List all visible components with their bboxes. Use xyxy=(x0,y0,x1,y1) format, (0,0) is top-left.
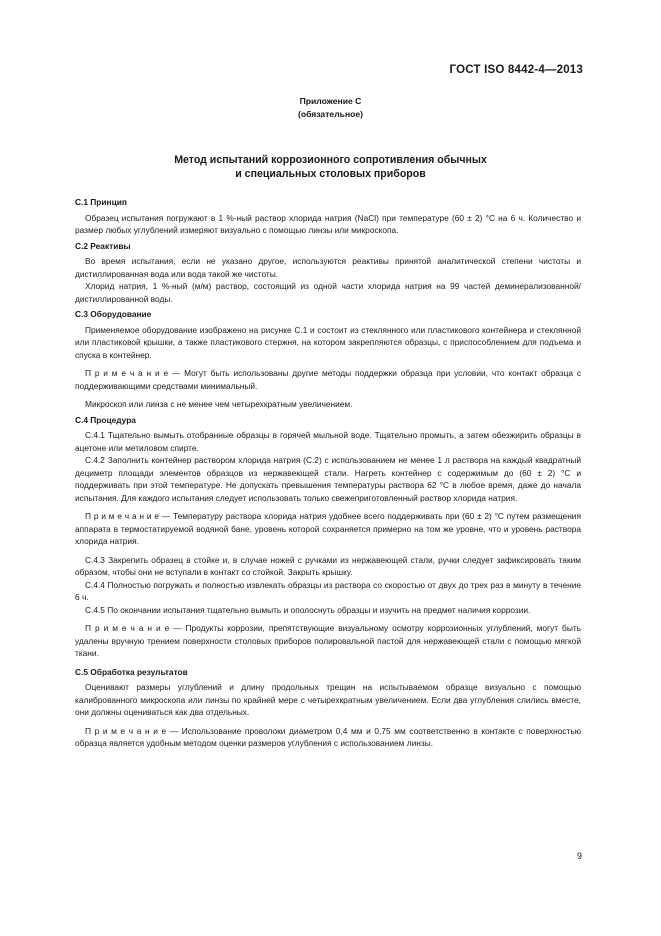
note-paragraph: П р и м е ч а н и е — Использование проволоки диаметром 0,4 мм и 0,75 мм соответственно в контакте с поверхностью образца является удобным методом оценки размеров углубления с использованием линзы. xyxy=(75,725,581,748)
section-heading: С.1 Принцип xyxy=(75,197,127,207)
section-heading: С.3 Оборудование xyxy=(75,309,152,319)
paragraph: Во время испытания, если не указано другое, используются реактивы принятой аналитической степени чистоты и дистиллированная вода или вода такой же чистоты. xyxy=(75,256,581,279)
paragraph: Образец испытания погружают в 1 %-ный раствор хлорида натрия (NaCl) при температуре (60 ± 2) °С на 6 ч. Количество и размер любых углублений измеряют визуально с помощью линзы или микроскопа. xyxy=(75,212,581,235)
section-heading: С.4 Процедура xyxy=(75,414,136,425)
appendix-block xyxy=(0,95,661,121)
page-number: 9 xyxy=(576,851,582,861)
note-paragraph: П р и м е ч а н и е — Температуру раствора хлорида натрия удобнее всего поддерживать при (60 ± 2) °С путем размещения аппарата в термостатируемой водяной бане, уровень которой сохраняется примерно на том же уровне, что и уровень раствора хлорида натрия. xyxy=(75,511,581,546)
paragraph: Применяемое оборудование изображено на рисунке С.1 и состоит из стеклянного или пластикового контейнера и стеклянной или пластиковой крышки, а также пластикового стержня, на котором закрепляются образцы, с приспособлением для подъема и спуска в контейнер. xyxy=(75,324,581,360)
note-paragraph: П р и м е ч а н и е — Могут быть использованы другие методы поддержки образца при условии, что контакт образца с поддерживающими средствами минимальный. xyxy=(75,368,581,391)
paragraph: С.4.3 Закрепить образец в стойке и, в случае ножей с ручками из нержавеющей стали, ручки следует зафиксировать таким образом, чтобы они не вступали в контакт со стойкой. Закрыть крышку. xyxy=(75,554,581,577)
title-line-1: Метод испытаний коррозионного сопротивления обычных xyxy=(174,154,487,166)
standard-header: ГОСТ ISO 8442-4—2013 xyxy=(449,64,583,76)
paragraph: С.4.4 Полностью погружать и полностью извлекать образцы из раствора со скоростью от двух до трех раз в минуту в течение 6 ч. xyxy=(75,579,581,602)
appendix-title: Приложение С xyxy=(299,96,362,106)
paragraph: Хлорид натрия, 1 %-ный (м/м) раствор, состоящий из одной части хлорида натрия на 99 частей деминерализованной/дистиллированной воды. xyxy=(75,281,581,304)
section-heading: С.5 Обработка результатов xyxy=(75,666,188,677)
title-line-2: и специальных столовых приборов xyxy=(235,168,426,180)
document-title xyxy=(0,153,661,181)
appendix-status: (обязательное) xyxy=(297,109,364,119)
section-heading: С.2 Реактивы xyxy=(75,240,131,251)
paragraph: Оценивают размеры углублений и длину продольных трещин на испытываемом образце визуально с помощью калиброванного микроскопа или линзы по крайней мере с четырехкратным увеличением. Если два углубления слились вместе, они должны оцениваться как два отдельных. xyxy=(75,682,581,717)
note-paragraph: П р и м е ч а н и е — Продукты коррозии, препятствующие визуальному осмотру коррозионных углублений, могут быть удалены вручную трением поверхности столовых приборов полировальной пастой для нержавеющей стали с помощью мягкой ткани. xyxy=(75,623,581,658)
paragraph: С.4.1 Тщательно вымыть отобранные образцы в горячей мыльной воде. Тщательно промыть, а затем обезжирить образцы в ацетоне или метиловом спирте. xyxy=(75,430,581,453)
paragraph: Микроскоп или линза с не менее чем четырехкратным увеличением. xyxy=(85,399,353,409)
paragraph: С.4.2 Заполнить контейнер раствором хлорида натрия (С.2) с использованием не менее 1 л раствора на каждый квадратный дециметр площади элементов образцов из нержавеющей стали. Нагреть контейнер с содержимым до (60 ± 2) °С и поддерживать при этой температуре. Не допускать превышения температуры раствора 62 °С в любое время, даже до начала испытания. Для каждого испытания следует использовать только свежеприготовленный раствор хлорида натрия. xyxy=(75,455,581,503)
paragraph: С.4.5 По окончании испытания тщательно вымыть и ополоснуть образцы и изучить на предмет наличия коррозии. xyxy=(85,604,531,615)
document-body xyxy=(75,196,581,756)
